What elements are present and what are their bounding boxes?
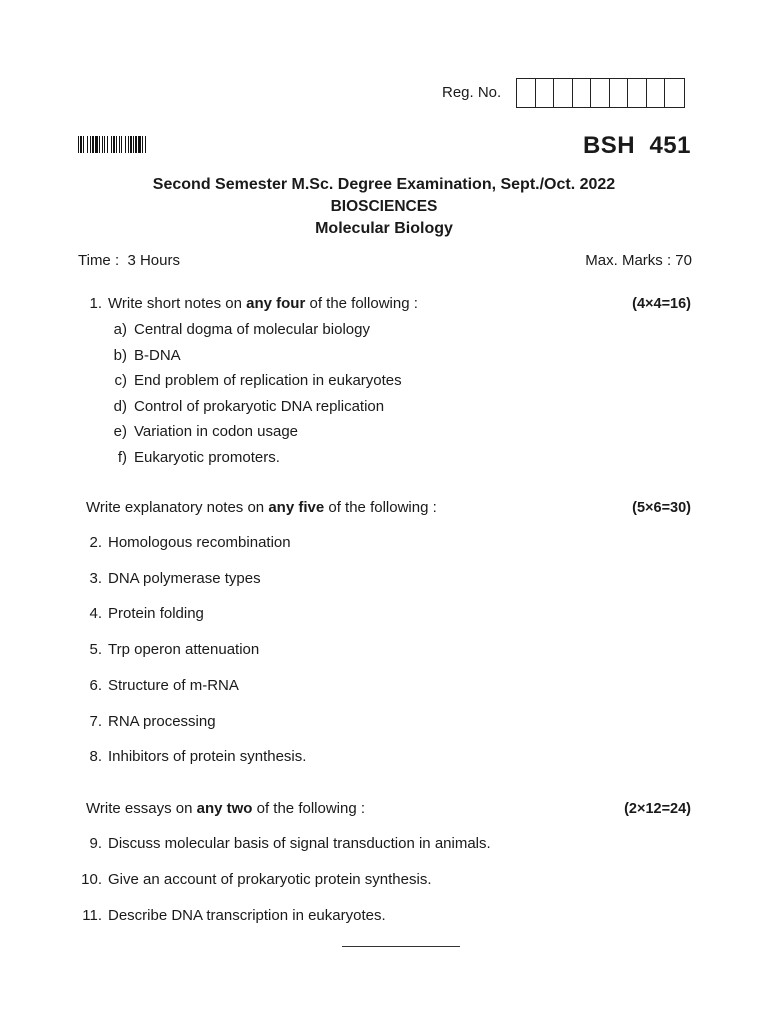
item-text: Protein folding xyxy=(108,605,204,623)
question-number: 1. xyxy=(89,295,102,312)
item-text: RNA processing xyxy=(108,712,216,730)
reg-no-box[interactable] xyxy=(573,79,592,107)
item-text: Inhibitors of protein synthesis. xyxy=(108,748,307,766)
end-rule xyxy=(342,946,460,947)
item-label: d) xyxy=(113,397,127,415)
section-marks: (5×6=30) xyxy=(632,500,691,516)
item-label: c) xyxy=(114,372,127,389)
barcode xyxy=(78,136,191,153)
item-label: 7. xyxy=(89,712,102,730)
section-marks: (4×4=16) xyxy=(632,296,691,312)
instruction-emphasis: any four xyxy=(246,295,306,312)
item-label: 6. xyxy=(89,676,102,694)
item-label: 2. xyxy=(89,534,102,551)
instruction-prefix: Write short notes on xyxy=(108,295,247,312)
paper-code: BSH 451 xyxy=(582,132,691,159)
instruction xyxy=(108,295,418,312)
barcode-bar xyxy=(146,136,147,153)
reg-no-box[interactable] xyxy=(628,79,647,107)
exam-paper: Molecular Biology xyxy=(315,220,453,237)
instruction-emphasis: any five xyxy=(268,499,325,516)
item-label: 11. xyxy=(82,907,102,924)
time-allowed: Time : 3 Hours xyxy=(78,252,180,269)
item-text: Control of prokaryotic DNA replication xyxy=(134,397,385,415)
reg-no-label: Reg. No. xyxy=(442,84,502,101)
item-text: Discuss molecular basis of signal transduction in animals. xyxy=(108,835,491,852)
instruction xyxy=(86,800,365,817)
instruction xyxy=(86,499,437,516)
reg-no-box[interactable] xyxy=(554,79,573,107)
item-text: B-DNA xyxy=(134,346,181,364)
instruction-emphasis: any two xyxy=(196,800,253,817)
max-marks: Max. Marks : 70 xyxy=(585,252,692,269)
reg-no-box[interactable] xyxy=(591,79,610,107)
instruction-prefix: Write essays on xyxy=(86,800,197,817)
instruction-prefix: Write explanatory notes on xyxy=(86,499,269,516)
item-label: 8. xyxy=(89,748,102,766)
instruction-suffix: of the following : xyxy=(324,499,437,516)
item-label: 9. xyxy=(89,835,102,852)
reg-no-box[interactable] xyxy=(665,79,684,107)
reg-no-boxes[interactable] xyxy=(516,78,685,108)
item-text: Variation in codon usage xyxy=(134,423,299,440)
reg-no-box[interactable] xyxy=(536,79,555,107)
item-label: 3. xyxy=(89,569,102,587)
item-text: Structure of m-RNA xyxy=(108,676,239,694)
section-marks: (2×12=24) xyxy=(624,801,691,817)
instruction-suffix: of the following : xyxy=(252,800,366,817)
item-text: Central dogma of molecular biology xyxy=(134,321,370,338)
item-text: DNA polymerase types xyxy=(108,569,261,587)
item-label: 4. xyxy=(89,605,102,623)
item-text: Give an account of prokaryotic protein synthesis. xyxy=(108,871,432,888)
exam-subject: BIOSCIENCES xyxy=(330,198,438,215)
item-label: a) xyxy=(113,321,127,338)
item-text: Describe DNA transcription in eukaryotes. xyxy=(108,907,386,924)
item-label: 5. xyxy=(89,641,102,659)
reg-no-box[interactable] xyxy=(647,79,666,107)
instruction-suffix: of the following : xyxy=(305,295,418,312)
item-text: Trp operon attenuation xyxy=(108,641,260,659)
reg-no-box[interactable] xyxy=(610,79,629,107)
item-text: Eukaryotic promoters. xyxy=(134,448,280,466)
item-text: Homologous recombination xyxy=(108,534,291,551)
item-label: f) xyxy=(117,448,127,466)
item-label: e) xyxy=(113,423,127,440)
exam-title: Second Semester M.Sc. Degree Examination, Sept./Oct. 2022 xyxy=(152,176,616,193)
reg-no-box[interactable] xyxy=(517,79,536,107)
item-label: 10. xyxy=(81,871,102,888)
item-text: End problem of replication in eukaryotes xyxy=(134,372,402,389)
item-label: b) xyxy=(113,346,127,364)
